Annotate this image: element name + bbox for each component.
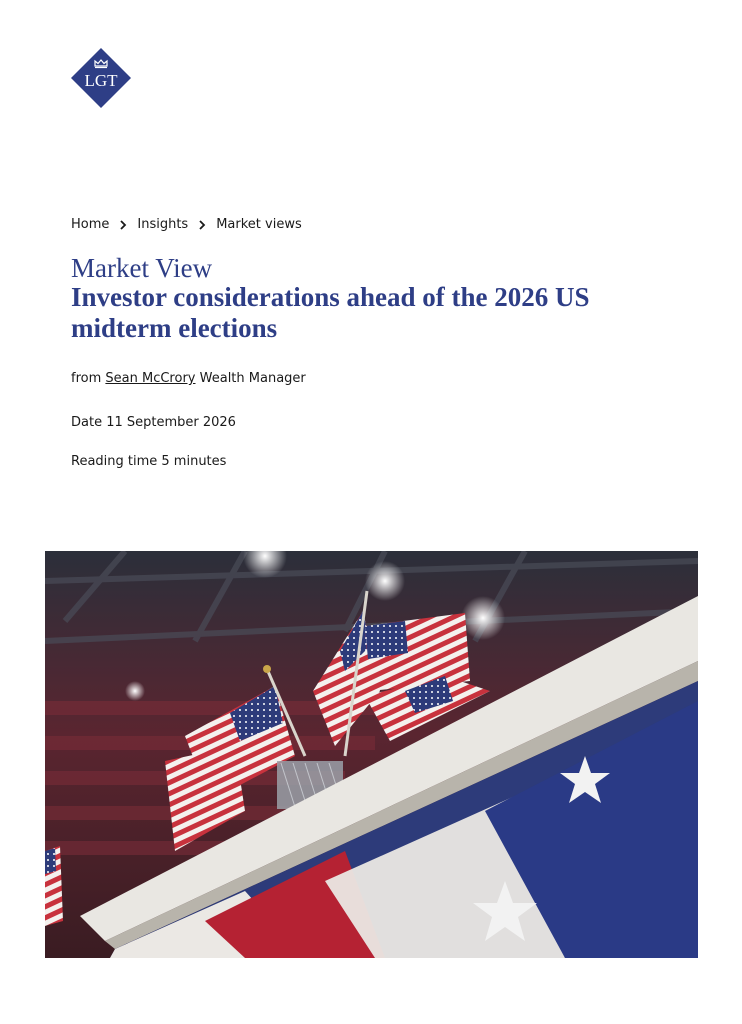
lgt-logo-mark [71,48,131,108]
author-role: Wealth Manager [199,371,306,386]
chevron-right-icon [198,220,206,230]
logo-text: LGT [84,71,118,90]
breadcrumb-home[interactable]: Home [71,217,110,232]
breadcrumb-insights[interactable]: Insights [137,217,189,232]
page-title: Investor considerations ahead of the 2026 US midterm elections [71,282,590,343]
american-flags-rally-photo [45,551,698,958]
hero-image [45,551,698,958]
breadcrumb-market-views[interactable]: Market views [216,217,302,232]
byline-prefix: from [71,371,102,386]
byline [71,371,306,386]
breadcrumb [71,217,302,232]
chevron-right-icon [119,220,127,230]
reading-time: Reading time 5 minutes [71,454,227,469]
article-kicker: Market View [71,253,213,283]
author-link[interactable]: Sean McCrory [105,371,196,386]
publish-date: Date 11 September 2026 [71,415,236,430]
lgt-logo[interactable] [71,48,131,108]
